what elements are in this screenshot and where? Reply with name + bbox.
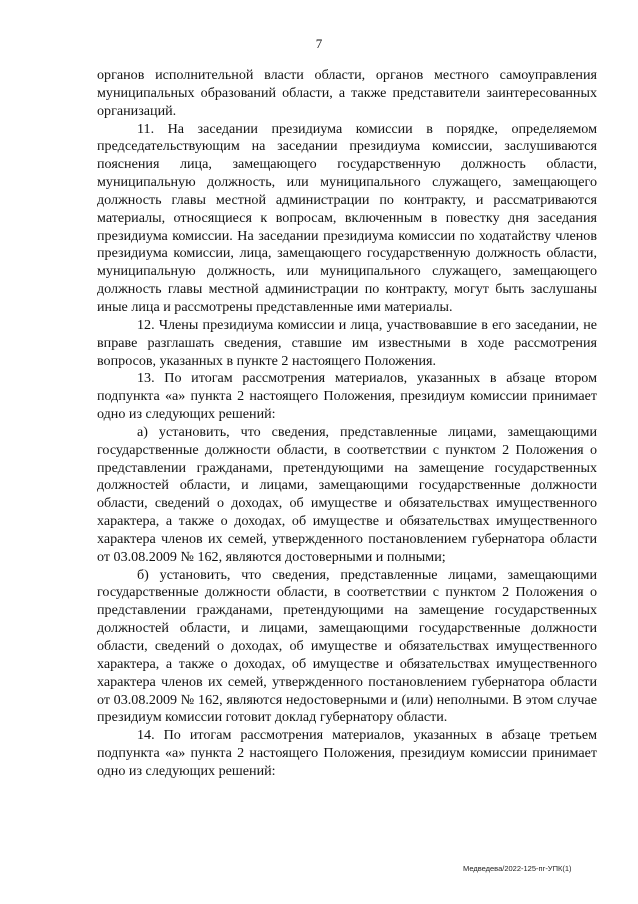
paragraph-13: 13. По итогам рассмотрения материалов, указанных в абзаце втором подпункта «а» пункта 2 настоящего Положения, президиум комиссии принимает одно из следующих решений: <box>97 370 597 423</box>
paragraph-13-b: б) установить, что сведения, представленные лицами, замещающими государственные должности области, в соответствии с пунктом 2 Положения о представлении гражданами, претендующими на замещение государственных должностей области, и лицами, замещающими государственные должности области, сведений о доходах, об имуществе и обязательствах имущественного характера, а также о доходах, об имуществе и обязательствах имущественного характера членов их семей, утвержденного постановлением губернатора области от 03.08.2009 № 162, являются недостоверными и (или) неполными. В этом случае президиум комиссии готовит доклад губернатору области. <box>97 566 597 726</box>
paragraph-11: 11. На заседании президиума комиссии в порядке, определяемом председательствующим на заседании президиума комиссии, заслушиваются пояснения лица, замещающего государственную должность области, муниципальную должность, или муниципального служащего, замещающего должность главы местной администрации по контракту, и рассматриваются материалы, относящиеся к вопросам, включенным в повестку дня заседания президиума комиссии. На заседании президиума комиссии по ходатайству членов президиума комиссии, лица, замещающего государственную должность области, муниципальную должность, или муниципального служащего, замещающего должность главы местной администрации по контракту, могут быть заслушаны иные лица и рассмотрены представленные ими материалы. <box>97 120 597 315</box>
paragraph-13-a: а) установить, что сведения, представленные лицами, замещающими государственные должности области, в соответствии с пунктом 2 Положения о представлении гражданами, претендующими на замещение государственных должностей области, и лицами, замещающими государственные должности области, сведений о доходах, об имуществе и обязательствах имущественного характера, а также о доходах, об имуществе и обязательствах имущественного характера членов их семей, утвержденного постановлением губернатора области от 03.08.2009 № 162, являются достоверными и полными; <box>97 423 597 565</box>
page-number: 7 <box>315 36 323 51</box>
paragraph-14: 14. По итогам рассмотрения материалов, указанных в абзаце третьем подпункта «а» пункта 2 настоящего Положения, президиум комиссии принимает одно из следующих решений: <box>97 727 597 779</box>
footer-document-code: Медведева/2022-125-пг-УПК(1) <box>463 864 572 873</box>
document-body <box>97 67 597 781</box>
paragraph-continuation: органов исполнительной власти области, органов местного самоуправления муниципальных образований области, а также представители заинтересованных организаций. <box>97 67 597 119</box>
paragraph-12: 12. Члены президиума комиссии и лица, участвовавшие в его заседании, не вправе разглашать сведения, ставшие им известными в ходе рассмотрения вопросов, указанных в пункте 2 настоящего Положения. <box>97 316 597 369</box>
